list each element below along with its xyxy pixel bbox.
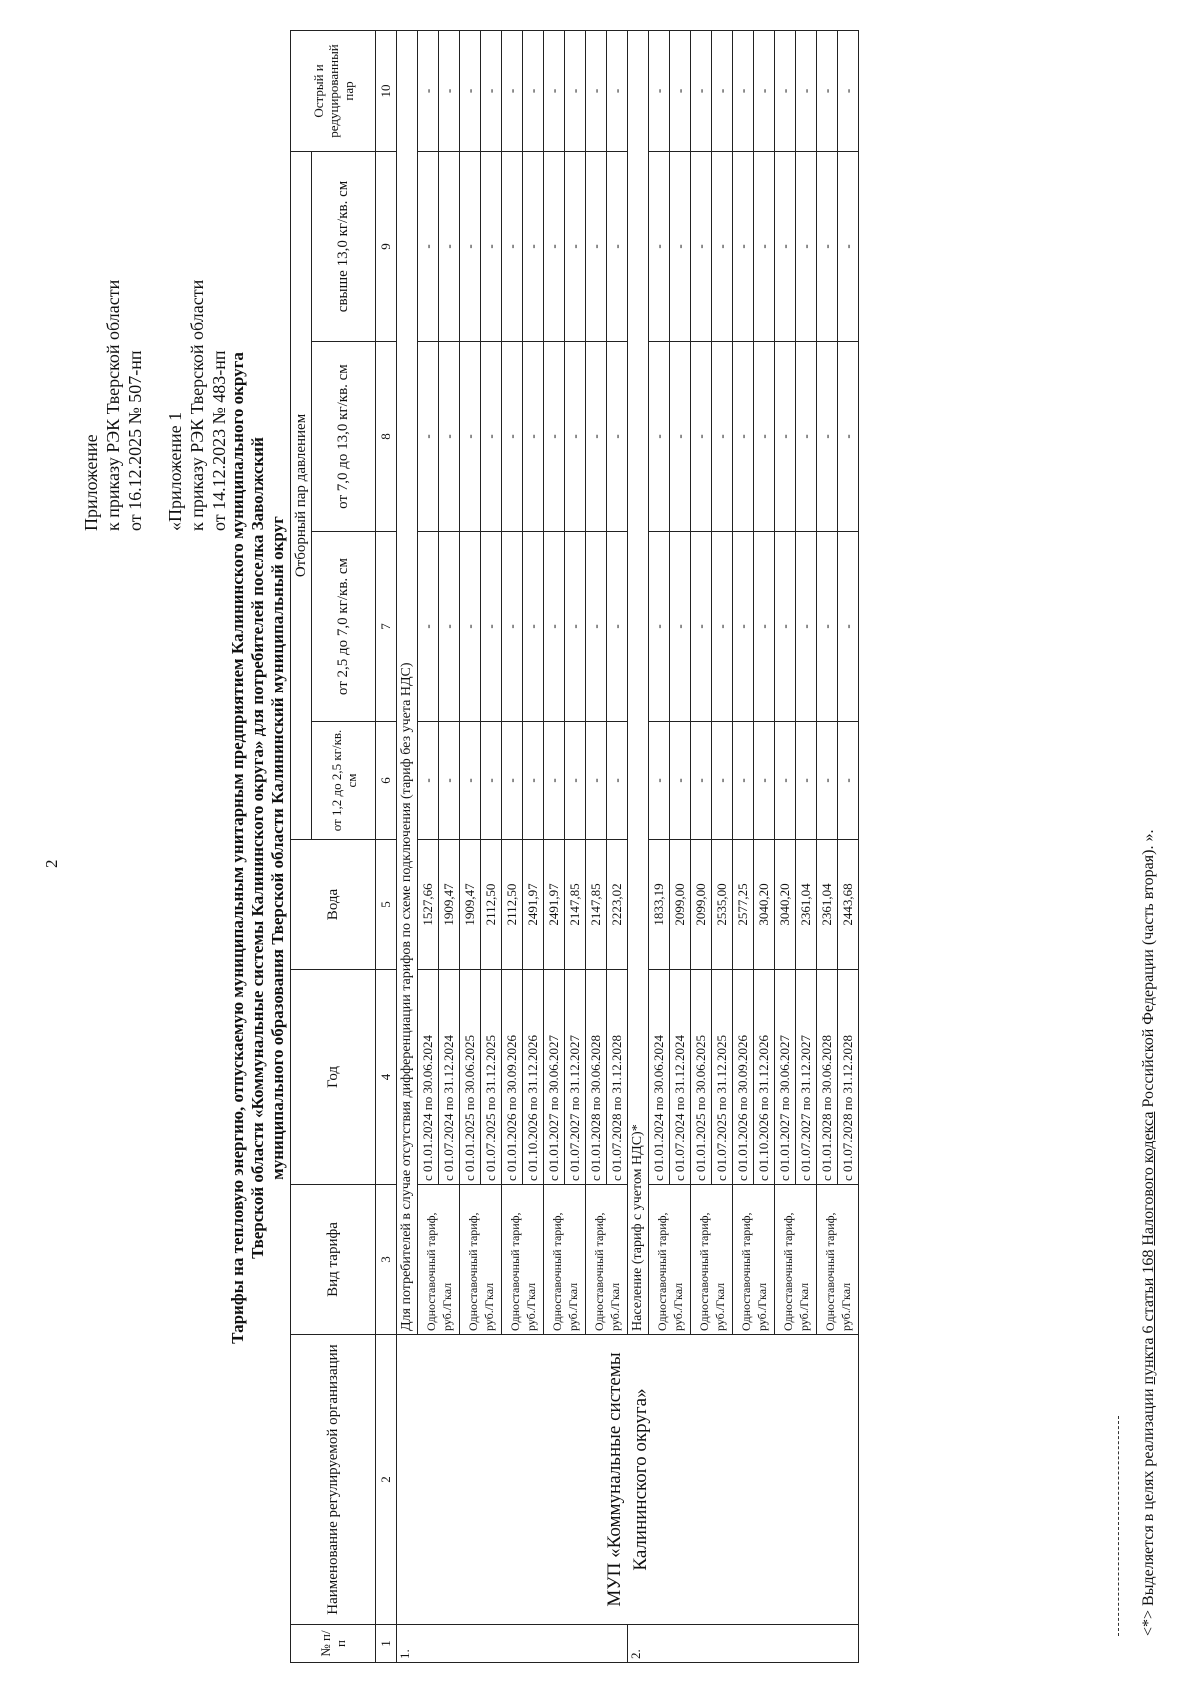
title-line: муниципального образования Тверской области Калининский муниципальный округ bbox=[268, 516, 287, 1180]
tariff-kind-cell: Одноставочный тариф, руб./Гкал bbox=[775, 1185, 817, 1335]
tariff-kind-cell: Одноставочный тариф, руб./Гкал bbox=[817, 1185, 859, 1335]
header-pressure-2: от 2,5 до 7,0 кг/кв. см bbox=[312, 532, 376, 722]
water-tariff-cell: 2491,97 bbox=[544, 840, 565, 970]
column-index-cell: 2 bbox=[376, 1335, 397, 1625]
empty-tariff-cell: - bbox=[502, 30, 523, 151]
water-tariff-cell: 2147,85 bbox=[565, 840, 586, 970]
header-line: от 14.12.2023 № 483-нп bbox=[209, 350, 229, 531]
tariff-kind-cell: Одноставочный тариф, руб./Гкал bbox=[544, 1185, 586, 1335]
tariff-kind-cell: Одноставочный тариф, руб./Гкал bbox=[586, 1185, 628, 1335]
empty-tariff-cell: - bbox=[565, 342, 586, 532]
period-cell: с 01.01.2026 по 30.09.2026 bbox=[502, 970, 523, 1185]
header-gap bbox=[146, 280, 164, 531]
empty-tariff-cell: - bbox=[439, 151, 460, 341]
empty-tariff-cell: - bbox=[460, 532, 481, 722]
water-tariff-cell: 2099,00 bbox=[691, 840, 712, 970]
column-index-cell: 10 bbox=[376, 30, 397, 151]
tariff-kind-cell: Одноставочный тариф, руб./Гкал bbox=[418, 1185, 460, 1335]
section-number: 1. bbox=[397, 1625, 628, 1663]
empty-tariff-cell: - bbox=[418, 722, 439, 840]
period-cell: с 01.07.2024 по 31.12.2024 bbox=[439, 970, 460, 1185]
empty-tariff-cell: - bbox=[460, 342, 481, 532]
empty-tariff-cell: - bbox=[607, 30, 628, 151]
empty-tariff-cell: - bbox=[775, 722, 796, 840]
water-tariff-cell: 1527,66 bbox=[418, 840, 439, 970]
section-title: Для потребителей в случае отсутствия дифференциации тарифов по схеме подключения (тариф без учета НДС) bbox=[397, 30, 418, 1334]
empty-tariff-cell: - bbox=[712, 30, 733, 151]
period-cell: с 01.01.2028 по 30.06.2028 bbox=[586, 970, 607, 1185]
empty-tariff-cell: - bbox=[523, 30, 544, 151]
empty-tariff-cell: - bbox=[670, 30, 691, 151]
empty-tariff-cell: - bbox=[712, 532, 733, 722]
empty-tariff-cell: - bbox=[586, 722, 607, 840]
empty-tariff-cell: - bbox=[712, 151, 733, 341]
appendix-header bbox=[80, 280, 230, 531]
empty-tariff-cell: - bbox=[649, 342, 670, 532]
empty-tariff-cell: - bbox=[712, 342, 733, 532]
period-cell: с 01.07.2028 по 31.12.2028 bbox=[607, 970, 628, 1185]
header-steam-group: Отборный пар давлением bbox=[291, 151, 312, 839]
header-sharp-steam: Острый и редуцированный пар bbox=[291, 30, 376, 151]
empty-tariff-cell: - bbox=[439, 30, 460, 151]
column-index-cell: 4 bbox=[376, 970, 397, 1185]
empty-tariff-cell: - bbox=[670, 722, 691, 840]
header-pressure-4: свыше 13,0 кг/кв. см bbox=[312, 151, 376, 341]
tariff-kind-cell: Одноставочный тариф, руб./Гкал bbox=[649, 1185, 691, 1335]
period-cell: с 01.01.2027 по 30.06.2027 bbox=[775, 970, 796, 1185]
empty-tariff-cell: - bbox=[796, 532, 817, 722]
empty-tariff-cell: - bbox=[586, 532, 607, 722]
water-tariff-cell: 3040,20 bbox=[775, 840, 796, 970]
page-number: 2 bbox=[42, 859, 61, 868]
period-cell: с 01.07.2025 по 31.12.2025 bbox=[712, 970, 733, 1185]
empty-tariff-cell: - bbox=[481, 532, 502, 722]
empty-tariff-cell: - bbox=[481, 151, 502, 341]
water-tariff-cell: 1909,47 bbox=[460, 840, 481, 970]
tariff-kind-cell: Одноставочный тариф, руб./Гкал bbox=[691, 1185, 733, 1335]
column-index-cell: 8 bbox=[376, 342, 397, 532]
empty-tariff-cell: - bbox=[460, 722, 481, 840]
empty-tariff-cell: - bbox=[712, 722, 733, 840]
water-tariff-cell: 2577,25 bbox=[733, 840, 754, 970]
empty-tariff-cell: - bbox=[418, 532, 439, 722]
empty-tariff-cell: - bbox=[502, 532, 523, 722]
empty-tariff-cell: - bbox=[523, 342, 544, 532]
column-index-cell: 9 bbox=[376, 151, 397, 341]
empty-tariff-cell: - bbox=[565, 151, 586, 341]
empty-tariff-cell: - bbox=[502, 342, 523, 532]
empty-tariff-cell: - bbox=[439, 342, 460, 532]
water-tariff-cell: 3040,20 bbox=[754, 840, 775, 970]
footnote bbox=[1140, 830, 1158, 1636]
empty-tariff-cell: - bbox=[838, 532, 859, 722]
empty-tariff-cell: - bbox=[775, 30, 796, 151]
empty-tariff-cell: - bbox=[670, 151, 691, 341]
empty-tariff-cell: - bbox=[586, 151, 607, 341]
empty-tariff-cell: - bbox=[838, 151, 859, 341]
period-cell: с 01.07.2025 по 31.12.2025 bbox=[481, 970, 502, 1185]
empty-tariff-cell: - bbox=[670, 532, 691, 722]
empty-tariff-cell: - bbox=[460, 30, 481, 151]
period-cell: с 01.01.2025 по 30.06.2025 bbox=[691, 970, 712, 1185]
empty-tariff-cell: - bbox=[523, 722, 544, 840]
water-tariff-cell: 2491,97 bbox=[523, 840, 544, 970]
empty-tariff-cell: - bbox=[544, 30, 565, 151]
empty-tariff-cell: - bbox=[649, 722, 670, 840]
header-org: Наименование регулируемой организации bbox=[291, 1335, 376, 1625]
empty-tariff-cell: - bbox=[691, 30, 712, 151]
empty-tariff-cell: - bbox=[607, 151, 628, 341]
water-tariff-cell: 2361,04 bbox=[817, 840, 838, 970]
period-cell: с 01.07.2024 по 31.12.2024 bbox=[670, 970, 691, 1185]
organization-name: МУП «Коммунальные системы Калининского округа» bbox=[397, 1335, 859, 1625]
empty-tariff-cell: - bbox=[691, 342, 712, 532]
section-row bbox=[397, 30, 418, 1662]
footnote-link-code[interactable]: Налогового кодекса bbox=[1140, 1111, 1157, 1246]
header-pressure-3: от 7,0 до 13,0 кг/кв. см bbox=[312, 342, 376, 532]
period-cell: с 01.01.2025 по 30.06.2025 bbox=[460, 970, 481, 1185]
empty-tariff-cell: - bbox=[796, 722, 817, 840]
empty-tariff-cell: - bbox=[838, 30, 859, 151]
empty-tariff-cell: - bbox=[502, 722, 523, 840]
empty-tariff-cell: - bbox=[649, 532, 670, 722]
empty-tariff-cell: - bbox=[565, 722, 586, 840]
empty-tariff-cell: - bbox=[439, 722, 460, 840]
empty-tariff-cell: - bbox=[607, 532, 628, 722]
empty-tariff-cell: - bbox=[733, 342, 754, 532]
empty-tariff-cell: - bbox=[418, 151, 439, 341]
empty-tariff-cell: - bbox=[838, 722, 859, 840]
period-cell: с 01.01.2027 по 30.06.2027 bbox=[544, 970, 565, 1185]
empty-tariff-cell: - bbox=[481, 30, 502, 151]
empty-tariff-cell: - bbox=[418, 30, 439, 151]
water-tariff-cell: 2112,50 bbox=[502, 840, 523, 970]
section-number: 2. bbox=[628, 1625, 859, 1663]
title-line: Тверской области «Коммунальные системы Калининского округа» для потребителей поселка Заволжский bbox=[248, 437, 267, 1259]
header-line: к приказу РЭК Тверской области bbox=[187, 279, 207, 531]
water-tariff-cell: 2535,00 bbox=[712, 840, 733, 970]
tariff-kind-cell: Одноставочный тариф, руб./Гкал bbox=[733, 1185, 775, 1335]
tariff-kind-cell: Одноставочный тариф, руб./Гкал bbox=[502, 1185, 544, 1335]
footnote-link-article[interactable]: пункта 6 статьи 168 bbox=[1140, 1249, 1157, 1385]
tariff-kind-cell: Одноставочный тариф, руб./Гкал bbox=[460, 1185, 502, 1335]
section-title: Население (тариф с учетом НДС)* bbox=[628, 30, 649, 1334]
period-cell: с 01.07.2027 по 31.12.2027 bbox=[796, 970, 817, 1185]
empty-tariff-cell: - bbox=[565, 30, 586, 151]
empty-tariff-cell: - bbox=[523, 532, 544, 722]
column-index-cell: 5 bbox=[376, 840, 397, 970]
footnote-text bbox=[1140, 1246, 1157, 1250]
empty-tariff-cell: - bbox=[838, 342, 859, 532]
empty-tariff-cell: - bbox=[775, 151, 796, 341]
empty-tariff-cell: - bbox=[691, 532, 712, 722]
column-index-cell: 1 bbox=[376, 1625, 397, 1663]
empty-tariff-cell: - bbox=[586, 30, 607, 151]
period-cell: с 01.01.2028 по 30.06.2028 bbox=[817, 970, 838, 1185]
title-line: Тарифы на тепловую энергию, отпускаемую муниципальным унитарным предприятием Калининского муниципального округа bbox=[228, 352, 247, 1344]
empty-tariff-cell: - bbox=[754, 532, 775, 722]
water-tariff-cell: 2099,00 bbox=[670, 840, 691, 970]
column-index-row bbox=[376, 30, 397, 1662]
empty-tariff-cell: - bbox=[733, 532, 754, 722]
empty-tariff-cell: - bbox=[649, 30, 670, 151]
empty-tariff-cell: - bbox=[817, 722, 838, 840]
header-year: Год bbox=[291, 970, 376, 1185]
empty-tariff-cell: - bbox=[586, 342, 607, 532]
period-cell: с 01.07.2028 по 31.12.2028 bbox=[838, 970, 859, 1185]
empty-tariff-cell: - bbox=[565, 532, 586, 722]
footnote-separator bbox=[1118, 1416, 1119, 1636]
empty-tariff-cell: - bbox=[502, 151, 523, 341]
empty-tariff-cell: - bbox=[733, 722, 754, 840]
empty-tariff-cell: - bbox=[691, 151, 712, 341]
water-tariff-cell: 1833,19 bbox=[649, 840, 670, 970]
empty-tariff-cell: - bbox=[796, 30, 817, 151]
period-cell: с 01.01.2024 по 30.06.2024 bbox=[418, 970, 439, 1185]
period-cell: с 01.01.2026 по 30.09.2026 bbox=[733, 970, 754, 1185]
empty-tariff-cell: - bbox=[796, 151, 817, 341]
footnote-text: Российской Федерации (часть вторая). ». bbox=[1140, 829, 1157, 1112]
empty-tariff-cell: - bbox=[754, 342, 775, 532]
empty-tariff-cell: - bbox=[733, 30, 754, 151]
empty-tariff-cell: - bbox=[607, 722, 628, 840]
water-tariff-cell: 2223,02 bbox=[607, 840, 628, 970]
document-title bbox=[228, 60, 288, 1636]
empty-tariff-cell: - bbox=[817, 342, 838, 532]
header-pressure-1: от 1,2 до 2,5 кг/кв. см bbox=[312, 722, 376, 840]
empty-tariff-cell: - bbox=[544, 342, 565, 532]
column-index-cell: 7 bbox=[376, 532, 397, 722]
empty-tariff-cell: - bbox=[691, 722, 712, 840]
empty-tariff-cell: - bbox=[544, 151, 565, 341]
empty-tariff-cell: - bbox=[460, 151, 481, 341]
water-tariff-cell: 2361,04 bbox=[796, 840, 817, 970]
header-line: к приказу РЭК Тверской области bbox=[103, 279, 123, 531]
period-cell: с 01.01.2024 по 30.06.2024 bbox=[649, 970, 670, 1185]
empty-tariff-cell: - bbox=[607, 342, 628, 532]
period-cell: с 01.10.2026 по 31.12.2026 bbox=[523, 970, 544, 1185]
water-tariff-cell: 2443,68 bbox=[838, 840, 859, 970]
empty-tariff-cell: - bbox=[418, 342, 439, 532]
water-tariff-cell: 2112,50 bbox=[481, 840, 502, 970]
empty-tariff-cell: - bbox=[544, 532, 565, 722]
empty-tariff-cell: - bbox=[817, 151, 838, 341]
empty-tariff-cell: - bbox=[481, 342, 502, 532]
header-line: от 16.12.2025 № 507-нп bbox=[125, 350, 145, 531]
water-tariff-cell: 2147,85 bbox=[586, 840, 607, 970]
header-num: № п/п bbox=[291, 1625, 376, 1663]
period-cell: с 01.07.2027 по 31.12.2027 bbox=[565, 970, 586, 1185]
empty-tariff-cell: - bbox=[775, 342, 796, 532]
column-index-cell: 3 bbox=[376, 1185, 397, 1335]
empty-tariff-cell: - bbox=[544, 722, 565, 840]
empty-tariff-cell: - bbox=[670, 342, 691, 532]
empty-tariff-cell: - bbox=[481, 722, 502, 840]
empty-tariff-cell: - bbox=[796, 342, 817, 532]
period-cell: с 01.10.2026 по 31.12.2026 bbox=[754, 970, 775, 1185]
tariff-table bbox=[290, 30, 859, 1663]
water-tariff-cell: 1909,47 bbox=[439, 840, 460, 970]
empty-tariff-cell: - bbox=[733, 151, 754, 341]
empty-tariff-cell: - bbox=[754, 722, 775, 840]
footnote-text: <*> Выделяется в целях реализации bbox=[1140, 1384, 1157, 1636]
column-index-cell: 6 bbox=[376, 722, 397, 840]
header-line: Приложение bbox=[81, 434, 101, 531]
empty-tariff-cell: - bbox=[439, 532, 460, 722]
header-kind: Вид тарифа bbox=[291, 1185, 376, 1335]
empty-tariff-cell: - bbox=[754, 151, 775, 341]
empty-tariff-cell: - bbox=[523, 151, 544, 341]
empty-tariff-cell: - bbox=[817, 30, 838, 151]
empty-tariff-cell: - bbox=[775, 532, 796, 722]
empty-tariff-cell: - bbox=[754, 30, 775, 151]
header-line: «Приложение 1 bbox=[165, 411, 185, 531]
empty-tariff-cell: - bbox=[649, 151, 670, 341]
tariff-table-body bbox=[397, 30, 859, 1662]
header-water: Вода bbox=[291, 840, 376, 970]
empty-tariff-cell: - bbox=[817, 532, 838, 722]
